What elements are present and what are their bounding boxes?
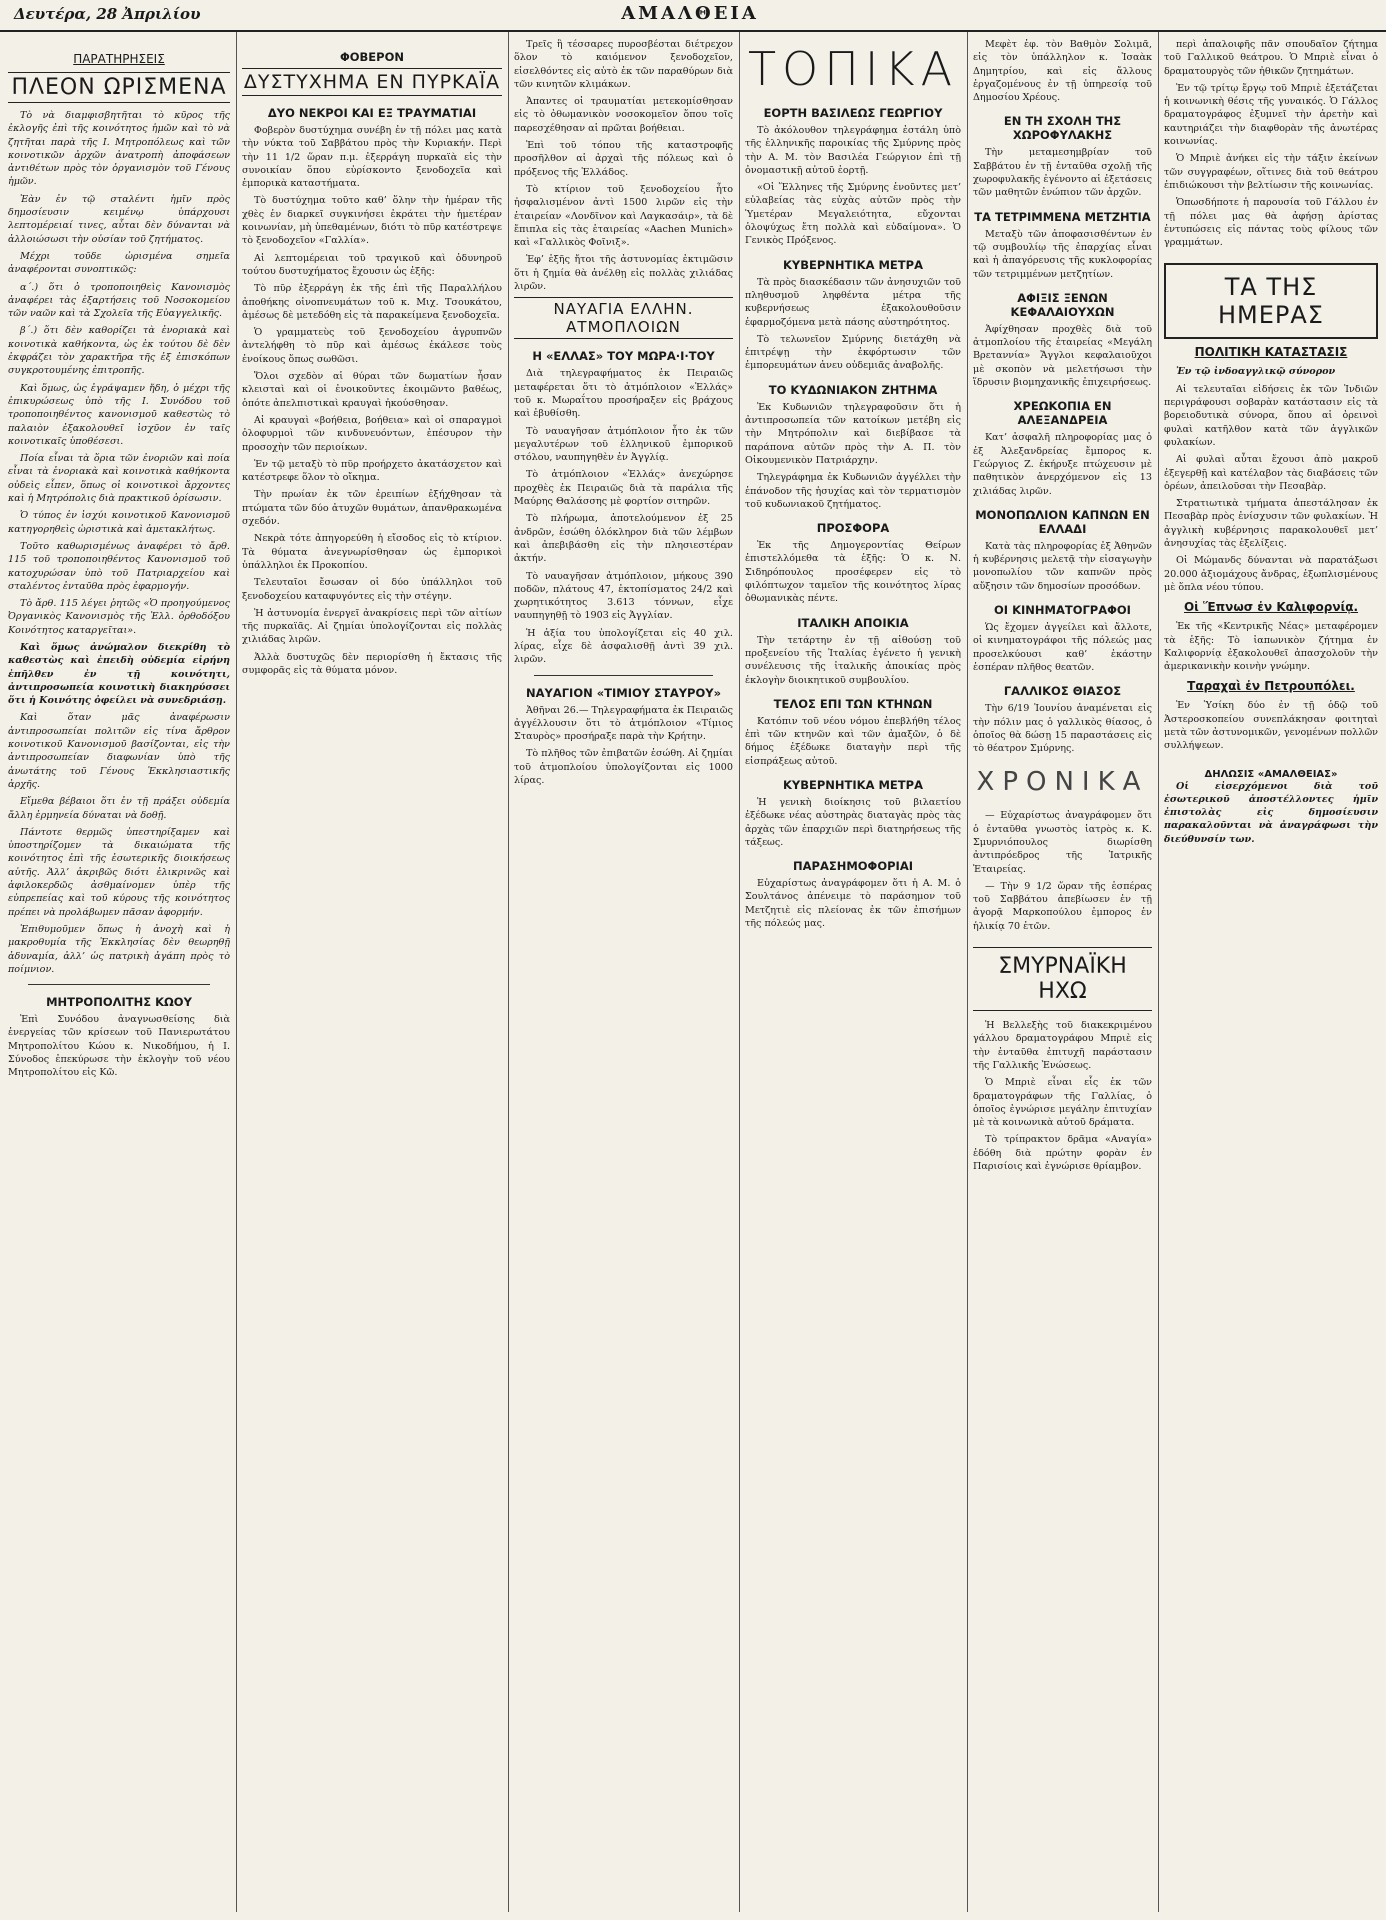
paragraph: — Εὐχαρίστως ἀναγράφομεν ὅτι ὁ ἐνταῦθα γνωστὸς ἰατρὸς κ. Κ. Σμυρνιόπουλος διωρίσθη ἀντιπρόεδρος τῆς Ἰατρικῆς Ἑταιρείας.: [973, 810, 1152, 875]
article-headline: ΠΟΛΙΤΙΚΗ ΚΑΤΑΣΤΑΣΙΣ: [1194, 345, 1348, 360]
article-headline: ΕΝ ΤΗ ΣΧΟΛΗ ΤΗΣ ΧΩΡΟΦΥΛΑΚΗΣ: [1003, 114, 1122, 143]
article-kicker: ΦΟΒΕΡΟΝ: [339, 50, 404, 64]
paragraph: Ἀπαντες οἱ τραυματίαι μετεκομίσθησαν εἰς τὸ ὀθωμανικὸν νοσοκομεῖον ὅπου τοῖς παρεσχέθησαν αἱ πρῶται βοήθειαι.: [514, 96, 733, 134]
paragraph: Ὡς ἔχομεν ἀγγείλει καὶ ἄλλοτε, οἱ κινηματογράφοι τῆς πόλεώς μας προσελκύουσι καθ’ ἑκάστην ἑσπέραν πλῆθος θεατῶν.: [973, 622, 1152, 673]
paragraph: Τὴν τετάρτην ἐν τῇ αἰθούσῃ τοῦ προξενείου τῆς Ἰταλίας ἐγένετο ἡ γενικὴ συνέλευσις τῆς ἰταλικῆς ἀποικίας πρὸς ἐκλογὴν διοικητικοῦ συμβουλίου.: [745, 634, 961, 686]
paragraph: Ἀθῆναι 26.— Τηλεγραφήματα ἐκ Πειραιῶς ἀγγέλλουσιν ὅτι τὸ ἀτμόπλοιον «Τίμιος Σταυρὸς» προσήραξε παρὰ τὴν Κρήτην.: [514, 704, 733, 743]
paragraph: Ἐν Ὑσίκη δύο ἐν τῇ ὁδῷ τοῦ Ἀστεροσκοπείου συνεπλάκησαν φοιτηταὶ μετὰ τῶν ἀστυνομικῶν, γενομένων πολλῶν συλλήψεων.: [1164, 700, 1378, 752]
column-rule: [1158, 32, 1159, 1912]
paragraph: Τὸ τρίπρακτον δρᾶμα «Αναγία» ἐδόθη διὰ πρώτην φορὰν ἐν Παρισίοις καὶ ἐγνώρισε θρίαμβον.: [973, 1134, 1152, 1173]
article-headline: ΤΟ ΚΥΔΩΝΙΑΚΟΝ ΖΗΤΗΜΑ: [768, 382, 938, 397]
paragraph: Φοβερὸν δυστύχημα συνέβη ἐν τῇ πόλει μας κατὰ τὴν νύκτα τοῦ Σαββάτου πρὸς τὴν Κυριακήν. Περὶ τὴν 11 1/2 ὥραν π.μ. ἐξερράγη πυρκαϊὰ εἰς τὴν συνοικίαν ὅπου εὑρίσκοντο ξενοδοχεῖα καὶ ἐμπορικὰ καταστήματα.: [242, 125, 502, 190]
paragraph: α΄.) ὅτι ὁ τροποποιηθεὶς Κανονισμὸς ἀναφέρει τὰς ἐξαρτήσεις τοῦ Νοσοκομείου τῶν ναῶν καὶ τὰ Σχολεῖα τῆς Εὐαγγελικῆς.: [8, 281, 230, 320]
paragraph: Ἐκ Κυδωνιῶν τηλεγραφοῦσιν ὅτι ἡ ἀντιπροσωπεία τῶν κατοίκων μετέβη εἰς τὴν Μητρόπολιν καὶ διεβίβασε τὰ παράπονα αὐτῶν πρὸς τὴν Α. Π. τὸν Οἰκουμενικὸν Πατριάρχην.: [745, 401, 961, 466]
paragraph: Ὁπωσδήποτε ἡ παρουσία τοῦ Γάλλου ἐν τῇ πόλει μας θὰ ἀφήσῃ ἀρίστας ἐντυπώσεις εἰς πάντας τοὺς φίλους τῶν γραμμάτων.: [1164, 197, 1378, 249]
paragraph: Τὴν μεταμεσημβρίαν τοῦ Σαββάτου ἐν τῇ ἐνταῦθα σχολῇ τῆς χωροφυλακῆς ἐγένοντο αἱ ἐξετάσεις τῶν μαθητῶν ἐνώπιον τῶν ἀρχῶν.: [973, 147, 1152, 199]
article-headline: ΟΙ ΚΙΝΗΜΑΤΟΓΡΑΦΟΙ: [994, 603, 1131, 618]
paragraph: Ἐν τῷ τρίτῳ ἔργῳ τοῦ Μπριὲ ἐξετάζεται ἡ κοινωνικὴ θέσις τῆς γυναικός. Ὁ Γάλλος δραματογράφος ἐξυμνεῖ τὴν ἀρετὴν καὶ καυτηριάζει τὴν διαφθορὰν τῆς ἀνωτέρας κοινωνίας.: [1164, 82, 1378, 148]
issue-date: Δευτέρα, 28 Ἀπριλίου: [14, 5, 201, 23]
paragraph: Τὰ πρὸς διασκέδασιν τῶν ἀνησυχιῶν τοῦ πληθυσμοῦ ληφθέντα μέτρα τῆς κυβερνήσεως ἐξακολουθοῦσιν ἐφαρμοζόμενα μετὰ πάσης αὐστηρότητος.: [745, 276, 961, 328]
article-headline: ΙΤΑΛΙΚΗ ΑΠΟΙΚΙΑ: [797, 615, 909, 630]
article-headline: ΠΑΡΑΣΗΜΟΦΟΡΙΑΙ: [793, 859, 913, 874]
paragraph: — Τὴν 9 1/2 ὥραν τῆς ἑσπέρας τοῦ Σαββάτου ἀπεβίωσεν ἐν τῇ ἀγορᾷ Μαρκοπούλου ἐμπορος ἐν ἡλικίᾳ 70 ἐτῶν.: [973, 880, 1152, 932]
column-observations: [8, 32, 230, 1912]
article-headline: ΤΑ ΤΕΤΡΙΜΜΕΝΑ ΜΕΤΖΗΤΙΑ: [974, 209, 1151, 224]
paragraph: Ἡ Βελλεξὴς τοῦ διακεκριμένου γάλλου δραματογράφου Μπριὲ εἰς τὴν ἐνταῦθα ἐπιτυχῆ παράστασιν τῆς Γαλλικῆς Ἐνώσεως.: [973, 1020, 1152, 1071]
section-title: ΧΡΟΝΙΚΑ: [976, 767, 1149, 798]
article-headline: Ταραχαὶ ἐν Πετρουπόλει.: [1187, 679, 1355, 694]
paragraph: Ἐπιθυμοῦμεν ὅπως ἡ ἀνοχὴ καὶ ἡ μακροθυμία τῆς Ἐκκλησίας δὲν θεωρηθῇ ἀδυναμία, ἀλλ’ ὡς πατρικὴ ἀγάπη πρὸς τὸ ποίμνιον.: [8, 923, 230, 975]
paragraph: Εὐχαρίστως ἀναγράφομεν ὅτι ἡ Α. Μ. ὁ Σουλτάνος ἀπένειμε τὸ παράσημον τοῦ Μετζητιὲ εἰς πλείονας ἐκ τῶν ἐπισήμων τῆς πόλεώς μας.: [745, 878, 961, 930]
paragraph: Νεκρὰ τότε ἀπηγορεύθη ἡ εἴσοδος εἰς τὸ κτίριον. Τὰ θύματα ἀνεγνωρίσθησαν ὡς ἐμπορικοὶ ὑπάλληλοι ἐκ Προκοπίου.: [242, 533, 502, 571]
masthead: [0, 0, 1386, 32]
column-rule: [236, 32, 237, 1912]
paragraph: Ἐν τῷ μεταξὺ τὸ πῦρ προήρχετο ἀκατάσχετον καὶ κατέστρεφε ὅλον τὸ οἴκημα.: [242, 458, 502, 484]
article-headline: ΚΥΒΕΡΝΗΤΙΚΑ ΜΕΤΡΑ: [783, 777, 923, 792]
article-headline: ΧΡΕΩΚΟΠΙΑ ΕΝ ΑΛΕΞΑΝΔΡΕΙΑ: [1013, 399, 1112, 428]
paragraph: Τὸ πλῆθος τῶν ἐπιβατῶν ἐσώθη. Αἱ ζημίαι τοῦ ἀτμοπλοίου ὑπολογίζονται εἰς 1000 λίρας.: [514, 748, 733, 787]
paragraph: β΄.) ὅτι δὲν καθορίζει τὰ ἐνοριακὰ καὶ κοινοτικὰ καθήκοντα, ὡς ἐκ τούτου δὲ δὲν ἐκφράζει τὸν χαρακτῆρα τῆς ἐξ ἐπισκόπων συγκροτουμένης ἐπιτροπῆς.: [8, 325, 230, 377]
paragraph: Τελευταῖοι ἔσωσαν οἱ δύο ὑπάλληλοι τοῦ ξενοδοχείου καταφυγόντες εἰς τὴν στέγην.: [242, 577, 502, 602]
paragraph: Τὸ νὰ διαμφισβητῆται τὸ κῦρος τῆς ἐκλογῆς ἐπὶ τῆς κοινότητος ἡμῶν καὶ τὸ νὰ ζητῆται παρὰ τῆς Ι. Μητροπόλεως καὶ τῶν κοινοτικῶν ἀρχῶν ἀνατροπὴ ἀποφάσεων ἀντιθέτων πρὸς τὸν ὀργανισμὸν τοῦ Γένους ἡμῶν.: [8, 110, 230, 188]
paragraph: Ὅλοι σχεδὸν αἱ θύραι τῶν δωματίων ἦσαν κλεισταὶ καὶ οἱ ἐνοικοῦντες ἐκοιμῶντο βαθέως, ὁπότε ἀπελπιστικαὶ κραυγαὶ ἠκούσθησαν.: [242, 371, 502, 409]
paragraph: Τὸ κτίριον τοῦ ξενοδοχείου ἦτο ἠσφαλισμένον ἀντὶ 1500 λιρῶν εἰς τὴν ἑταιρείαν «Λονδῖνον καὶ Λαγκασάιρ», τὰ δὲ ἔπιπλα εἰς τὰς ἑταιρείας «Aachen Munich» καὶ «Γαλλικὸς Φοῖνιξ».: [514, 183, 733, 249]
column-rule: [967, 32, 968, 1912]
article-headline: ΜΟΝΟΠΩΛΙΟΝ ΚΑΠΝΩΝ ΕΝ ΕΛΛΑΔΙ: [975, 507, 1150, 536]
article-headline: ΝΑΥΑΓΙΟΝ «ΤΙΜΙΟΥ ΣΤΑΥΡΟΥ»: [525, 685, 722, 700]
paragraph: Τὸ ἄρθ. 115 λέγει ῥητῶς «Ὁ προηγούμενος Ὀργανικὸς Κανονισμὸς τῆς Ἐλλ. ὀρθοδόξου Κοινότητος καταργεῖται».: [8, 598, 230, 636]
paragraph: Τὸ ναυαγῆσαν ἀτμόπλοιον ἦτο ἐκ τῶν μεγαλυτέρων τοῦ ἑλληνικοῦ ἐμπορικοῦ στόλου, ναυπηγηθὲν ἐν Ἀγγλίᾳ.: [514, 425, 733, 464]
column-local-news: [745, 32, 961, 1912]
paragraph: Τηλεγράφημα ἐκ Κυδωνιῶν ἀγγέλλει τὴν ἐπάνοδον τῆς ἡσυχίας καὶ τὸν τερματισμὸν τοῦ κυδωνιακοῦ ζητήματος.: [745, 472, 961, 510]
article-headline: ΑΦΙΞΙΣ ΞΕΝΩΝ ΚΕΦΑΛΑΙΟΥΧΩΝ: [1010, 290, 1115, 319]
article-headline: ΤΕΛΟΣ ΕΠΙ ΤΩΝ ΚΤΗΝΩΝ: [773, 696, 933, 711]
paragraph: Ὁ Μπριὲ ἀνήκει εἰς τὴν τάξιν ἐκείνων τῶν συγγραφέων, οἵτινες διὰ τοῦ θεάτρου ἐπιδιώκουσι τὴν βελτίωσιν τῆς κοινωνίας.: [1164, 153, 1378, 191]
paragraph: Μεφὲτ ἐφ. τὸν Βαθμὸν Σολιμᾶ, εἰς τὸν ὑπάλληλον κ. Ἰσαὰκ Δημητρίου, καὶ εἰς ἄλλους ἐργαζομένους ἐν τῇ ὑπηρεσίᾳ τοῦ Δημοσίου Χρέους.: [973, 39, 1152, 104]
paragraph: Ἡ ἀξία του ὑπολογίζεται εἰς 40 χιλ. λίρας, εἶχε δὲ ἀσφαλισθῇ ἀντὶ 39 χιλ. λιρῶν.: [514, 627, 733, 666]
column-fire-report: [242, 32, 502, 1912]
paragraph: Τὴν 6/19 Ἰουνίου ἀναμένεται εἰς τὴν πόλιν μας ὁ γαλλικὸς θίασος, ὁ ὁποῖος θὰ δώσῃ 15 παραστάσεις εἰς τὸ θέατρον Σμύρνης.: [973, 703, 1152, 755]
divider: [28, 984, 210, 985]
paragraph: Τὸ ἀκόλουθον τηλεγράφημα ἐστάλη ὑπὸ τῆς ἑλληνικῆς παροικίας τῆς Σμύρνης πρὸς τὴν Α. Μ. τὸν Βασιλέα Γεώργιον ἐπὶ τῇ ὀνομαστικῇ αὐτοῦ ἑορτῇ.: [745, 125, 961, 176]
paragraph: Κατ’ ἀσφαλῆ πληροφορίας μας ὁ ἐξ Ἀλεξανδρείας ἔμπορος κ. Γεώργιος Ζ. ἐκήρυξε πτώχευσιν μὲ παθητικὸν ἀνερχόμενον εἰς 13 χιλιάδας λιρῶν.: [973, 432, 1152, 497]
column-daily-affairs: [1164, 32, 1378, 1912]
paragraph: Καὶ ὅμως ἀνώμαλον διεκρίθη τὸ καθεστὼς καὶ ἐπειδὴ οὐδεμία εἰρήνη ἐπῆλθεν ἐν τῇ κοινότητι, ἀντιπροσωπεία κοινοτικὴ διακηρύσσει ὅτι ἡ Κοινότης ὀφείλει νὰ συνεδριάσῃ.: [8, 641, 230, 707]
paragraph: Αἱ φυλαὶ αὗται ἔχουσι ἀπὸ μακροῦ ἐξεγερθῇ καὶ κατέλαβον τὰς διαβάσεις τῶν ὀρέων, ἀπειλοῦσαι τὴν Πεσαβὰρ.: [1164, 454, 1378, 492]
article-headline: ΠΡΟΣΦΟΡΑ: [816, 521, 890, 536]
article-subheadline: Η «ΕΛΛΑΣ» ΤΟΥ ΜΩΡΑ·Ι·ΤΟΥ: [532, 349, 715, 364]
paragraph: Οἱ Μώμανδς δύνανται νὰ παρατάξωσι 20.000 ἀξιομάχους ἄνδρας, ἐξωπλισμένους μὲ ὅπλα νέου τύπου.: [1164, 555, 1378, 593]
article-headline: ΠΛΕΟΝ ΩΡΙΣΜΕΝΑ: [8, 72, 230, 103]
column-chronicle: [973, 32, 1152, 1912]
paragraph: Ἐφ’ ἑξῆς ἤτοι τῆς ἀστυνομίας ἐκτιμῶσιν ὅτι ἡ ζημία θὰ ἀνέλθῃ εἰς πολλὰς χιλιάδας λιρῶν.: [514, 254, 733, 293]
column-shipwrecks: [514, 32, 733, 1912]
paragraph: «Οἱ Ἕλληνες τῆς Σμύρνης ἑνοῦντες μετ’ εὐλαβείας τὰς εὐχὰς αὐτῶν πρὸς τὴν Ὑμετέραν Μεγαλειότητα, εὔχονται ὁλοψύχως ἔτη πολλὰ καὶ εὐδαίμονα». Ὁ Γενικὸς Πρόξενος.: [745, 182, 961, 247]
paragraph: Αἱ λεπτομέρειαι τοῦ τραγικοῦ καὶ ὀδυνηροῦ τούτου δυστυχήματος ἔχουσιν ὡς ἑξῆς:: [242, 252, 502, 277]
paragraph: Τὸ δυστύχημα τοῦτο καθ’ ὅλην τὴν ἡμέραν τῆς χθὲς ἐν διαρκεῖ συγκινήσει ἐκράτει τὴν ἡμετέραν κοινωνίαν, μὴ ὑπεθαμένων, διότι τὸ πῦρ κατέστρεψε τὸ ξενοδοχεῖον «Γαλλία».: [242, 195, 502, 247]
paragraph: Τὸ ναυαγῆσαν ἀτμόπλοιον, μήκους 390 ποδῶν, πλάτους 47, ἐκτοπίσματος 24/2 καὶ χωρητικότητος 3.613 τόννων, εἶχε ναυπηγηθῇ τὸ 1903 εἰς Ἀγγλίαν.: [514, 570, 733, 622]
divider: [534, 675, 713, 676]
article-headline: ΝΑΥΑΓΙΑ ΕΛΛΗΝ. ΑΤΜΟΠΛΟΙΩΝ: [514, 297, 733, 339]
paragraph: Ἐπὶ Συνόδου ἀναγνωσθείσης διὰ ἐνεργείας τῶν κρίσεων τοῦ Πανιερωτάτου Μητροπολίτου Κώου κ. Νικοδήμου, ἡ Ι. Σύνοδος ἐπεκύρωσε τὴν ἐκλογὴν τοῦ νέου Μητροπολίτου εἰς Κῶ.: [8, 1014, 230, 1079]
notice-heading: ΔΗΛΩΣΙΣ «ΑΜΑΛΘΕΙΑΣ»: [1204, 768, 1338, 780]
paragraph: Ἀλλὰ δυστυχῶς δὲν περιορίσθη ἡ ἔκτασις τῆς συμφορᾶς εἰς τὰ θύματα μόνον.: [242, 651, 502, 676]
paragraph: Πάντοτε θερμῶς ὑπεστηρίξαμεν καὶ ὑποστηρίζομεν τὰ δικαιώματα τῆς κοινότητος ἐπὶ τῆς ἐσωτερικῆς διοικήσεως αὐτῆς. Ἀλλ’ ἀκριβῶς διότι ἐλικρινῶς καὶ ἀφιλοκερδῶς ἀσθμαίνομεν ὑπὲρ τῆς εὐπρεπείας καὶ τοῦ κύρους τῆς κοινότητος πρέπει νὰ προλάβωμεν πᾶσαν ἀφορμήν.: [8, 826, 230, 918]
article-headline: ΚΥΒΕΡΝΗΤΙΚΑ ΜΕΤΡΑ: [783, 257, 923, 272]
paragraph: Ἐὰν ἐν τῷ σταλέντι ἡμῖν πρὸς δημοσίευσιν κειμένῳ ὑπάρχουσι λεπτομέρειαί τινες, αὗται δὲν δύνανται νὰ ἀλλοιώσωσι τὴν οὐσίαν τοῦ ζητήματος.: [8, 193, 230, 245]
paragraph: Ἡ γενικὴ διοίκησις τοῦ βιλαετίου ἐξέδωκε νέας αὐστηρὰς διαταγὰς πρὸς τὰς ἀρχὰς τῶν ἐπαρχιῶν περὶ διατηρήσεως τῆς τάξεως.: [745, 796, 961, 848]
paragraph: Ποία εἶναι τὰ ὅρια τῶν ἐνοριῶν καὶ ποία εἶναι τὰ ἐνοριακὰ καὶ κοινοτικὰ καθήκοντα οὐδεὶς εἶπεν, ὅπως οἱ κοινοτικοὶ ἄρχοντες καὶ ἡ Μητρόπολις διὰ πρακτικοῦ ὁρίσωσιν.: [8, 453, 230, 505]
section-label: ΠΑΡΑΤΗΡΗΣΕΙΣ: [73, 52, 165, 66]
paragraph: περὶ ἀπαλοιφῆς πᾶν σπουδαῖον ζήτημα τοῦ Γαλλικοῦ θεάτρου. Ὁ Μπριὲ εἶναι ὁ δραματουργὸς τῶν ἠθικῶν ζητημάτων.: [1164, 39, 1378, 77]
paragraph: Τοῦτο καθωρισμένως ἀναφέρει τὸ ἄρθ. 115 τοῦ τροποποιηθέντος Κανονισμοῦ τοῦ κατοχυρώσαν ὑπὸ τοῦ Πατριαρχείου καὶ σταλέντος ἐνταῦθα πρὸς ἐφαρμογήν.: [8, 540, 230, 592]
paragraph: Εἴμεθα βέβαιοι ὅτι ἐν τῇ πράξει οὐδεμία ἄλλη ἑρμηνεία δύναται νὰ δοθῇ.: [8, 796, 230, 821]
paragraph: Τρεῖς ἢ τέσσαρες πυροσβέσται διέτρεχον ὅλον τὸ καιόμενον ξενοδοχεῖον, εἰσελθόντες εἰς αὐτὸ ἐκ τῶν παραθύρων διὰ τῶν κινητῶν κλιμάκων.: [514, 39, 733, 90]
paragraph: Τὴν πρωίαν ἐκ τῶν ἐρειπίων ἐξήχθησαν τὰ πτώματα τῶν δύο ἀτυχῶν θυμάτων, ἀπανθρακωμένα σχεδόν.: [242, 489, 502, 528]
article-headline: ΜΗΤΡΟΠΟΛΙΤΗΣ ΚΩΟΥ: [46, 995, 192, 1010]
paragraph: Ἐπὶ τοῦ τόπου τῆς καταστροφῆς προσῆλθον αἱ ἀρχαὶ τῆς πόλεως καὶ ὁ πρόξενος τῆς Ἑλλάδος.: [514, 140, 733, 178]
paragraph: Ἐκ τῆς «Κεντρικῆς Νέας» μεταφέρομεν τὰ ἑξῆς: Τὸ ἰαπωνικὸν ζήτημα ἐν Καλιφορνίᾳ ἐξακολουθεῖ ἀπασχολοῦν τὴν ἀμερικανικὴν κοινὴν γνώμην.: [1164, 621, 1378, 673]
paragraph: Ἀφίχθησαν προχθὲς διὰ τοῦ ἀτμοπλοίου τῆς ἑταιρείας «Μεγάλη Βρεταννία» Ἄγγλοι κεφαλαιοῦχοι μὲ σκοπὸν νὰ μελετήσωσι τὴν ἵδρυσιν βιομηχανικῆς ἐπιχειρήσεως.: [973, 323, 1152, 389]
paragraph: Καὶ ὅταν μᾶς ἀναφέρωσιν ἀντιπροσωπείαι πολιτῶν εἰς τίνα ἄρθρον κοινοτικοῦ Κανονισμοῦ βασίζονται, εἰς τὴν ἀντιπροσωπείαν διαφωνίαν ὑπὸ τῆς ἀνωτάτης τοῦ Γένους Ἐκκλησιαστικῆς ἀρχῆς.: [8, 712, 230, 790]
paragraph: Κατόπιν τοῦ νέου νόμου ἐπεβλήθη τέλος ἐπὶ τῶν κτηνῶν καὶ τῶν ἀμαξῶν, ὁ δὲ δήμος ἐξέδωκε διαταγὴν περὶ τῆς εἰσπράξεως αὐτοῦ.: [745, 715, 961, 767]
paragraph: Τὸ τελωνεῖον Σμύρνης διετάχθη νὰ ἐπιτρέψῃ τὴν ἐκφόρτωσιν τῶν ἐμπορευμάτων ἀνευ οὐδεμιᾶς ἀναβολῆς.: [745, 333, 961, 372]
article-headline: ΕΟΡΤΗ ΒΑΣΙΛΕΩΣ ΓΕΩΡΓΙΟΥ: [763, 106, 943, 120]
newspaper-name: ΑΜΑΛΘΕΙΑ: [621, 3, 759, 24]
paragraph: Ὁ γραμματεὺς τοῦ ξενοδοχείου ἀγρυπνῶν ἀντελήφθη τὸ πῦρ καὶ ἀμέσως ἐκάλεσε τοὺς ἐνοίκους ὅπως σωθῶσι.: [242, 327, 502, 365]
paragraph: Ὁ τύπος ἐν ἰσχύι κοινοτικοῦ Κανονισμοῦ κατηγορηθεὶς ὡριστικὰ καὶ ἀμετακλήτως.: [8, 510, 230, 535]
paragraph: Καὶ ὅμως, ὡς ἐγράψαμεν ἤδη, ὁ μέχρι τῆς ἐπικυρώσεως ὑπὸ τῆς Ι. Συνόδου τοῦ τροποποιηθέντος κανονισμοῦ καθεστὼς τὸ παλαιὸν ἐξακολουθεῖ ἰσχῦον ἐν ταῖς κοινοτικαῖς ὑποθέσεσι.: [8, 382, 230, 447]
article-headline: ΔΥΣΤΥΧΗΜΑ ΕΝ ΠΥΡΚΑΪΑ: [242, 68, 502, 96]
paragraph: Στρατιωτικὰ τμήματα ἀπεστάλησαν ἐκ Πεσαβὰρ πρὸς ἐνίσχυσιν τῶν φυλακίων. Ἡ ἀγγλικὴ κυβέρνησις παρακολουθεῖ μετ’ ἀνησυχίας τὰς ἐξελίξεις.: [1164, 498, 1378, 550]
paragraph: Τὸ πῦρ ἐξερράγη ἐκ τῆς ἐπὶ τῆς Παραλλήλου ἀποθήκης οἰνοπνευμάτων τοῦ κ. Μιχ. Τσουκάτου, ἀμέσως δὲ μετεδόθη εἰς τὰ παρακείμενα ξενοδοχεῖα.: [242, 283, 502, 321]
article-subheadline: ΔΥΟ ΝΕΚΡΟΙ ΚΑΙ ΕΞ ΤΡΑΥΜΑΤΙΑΙ: [267, 106, 477, 120]
paragraph: Μέχρι τοῦδε ὡρισμένα σημεῖα ἀναφέρονται συνοπτικῶς:: [8, 250, 230, 276]
paragraph: Ὁ Μπριὲ εἶναι εἷς ἐκ τῶν δραματογράφων τῆς Γαλλίας, ὁ ὁποῖος ἐγνώρισε μεγάλην ἐπιτυχίαν μὲ τὰ κοινωνικὰ αὐτοῦ δράματα.: [973, 1077, 1152, 1129]
paragraph: Αἱ τελευταῖαι εἰδήσεις ἐκ τῶν Ἰνδιῶν περιγράφουσι σοβαρὰν κατάστασιν εἰς τὰ βορειοδυτικὰ σύνορα, ὅπου αἱ ὀρεινοὶ φυλαὶ κατῆλθον κατὰ τῶν ἀγγλικῶν φυλακίων.: [1164, 383, 1378, 448]
section-title: ΤΑ ΤΗΣ ΗΜΕΡΑΣ: [1164, 263, 1378, 339]
paragraph: Μεταξὺ τῶν ἀποφασισθέντων ἐν τῷ συμβουλίῳ τῆς ἐπαρχίας εἶναι καὶ ἡ ἀπαγόρευσις τῆς κυκλοφορίας τῶν τετριμμένων μετζητίων.: [973, 228, 1152, 280]
paragraph: Ἡ ἀστυνομία ἐνεργεῖ ἀνακρίσεις περὶ τῶν αἰτίων τῆς πυρκαϊᾶς. Αἱ ζημίαι ὑπολογίζονται εἰς πολλὰς χιλιάδας λιρῶν.: [242, 607, 502, 646]
section-title: ΤΟΠΙΚΑ: [747, 42, 959, 96]
paragraph: Διὰ τηλεγραφήματος ἐκ Πειραιῶς μεταφέρεται ὅτι τὸ ἀτμόπλοιον «Ἑλλάς» τοῦ κ. Μωραΐτου προσήραξεν εἰς βράχους καὶ ἐβυθίσθη.: [514, 368, 733, 420]
article-headline: ΓΑΛΛΙΚΟΣ ΘΙΑΣΟΣ: [1003, 684, 1122, 699]
paragraph: Ἐκ τῆς Δημογεροντίας Θείρων ἐπιστελλόμεθα τὰ ἑξῆς: Ὁ κ. Ν. Σιδηρόπουλος προσέφερεν εἰς τὸ φιλόπτωχον ταμεῖον τῆς κοινότητος λίρας ὀθωμανικὰς πέντε.: [745, 540, 961, 605]
notice-text: Οἱ εἰσερχόμενοι διὰ τοῦ ἐσωτερικοῦ ἀποστέλλοντες ἡμῖν ἐπιστολὰς εἰς δημοσίευσιν παρακαλοῦνται νὰ ἀναγράφωσι τὴν διεύθυνσίν των.: [1164, 780, 1378, 845]
paragraph: Ἐν τῷ ἰνδοαγγλικῷ σύνορον: [1176, 366, 1336, 378]
paragraph: Αἱ κραυγαὶ «βοήθεια, βοήθεια» καὶ οἱ σπαραγμοὶ ὀλοφυρμοὶ τῶν κινδυνευόντων, ἐπέσυρον τὴν προσοχὴν τῶν περιοίκων.: [242, 414, 502, 453]
column-rule: [508, 32, 509, 1912]
paragraph: Κατὰ τὰς πληροφορίας ἐξ Ἀθηνῶν ἡ κυβέρνησις μελετᾷ τὴν εἰσαγωγὴν μονοπωλίου τῶν καπνῶν πρὸς αὔξησιν τῶν δημοσίων προσόδων.: [973, 540, 1152, 592]
column-rule: [739, 32, 740, 1912]
paragraph: Τὸ ἀτμόπλοιον «Ἑλλάς» ἀνεχώρησε προχθὲς ἐκ Πειραιῶς διὰ τὰ παράλια τῆς Μαύρης Θαλάσσης μὲ φορτίον σιτηρῶν.: [514, 469, 733, 508]
paragraph: Τὸ πλήρωμα, ἀποτελούμενον ἐξ 25 ἀνδρῶν, ἐσώθη ὁλόκληρον διὰ τῶν λέμβων καὶ ἀπεβιβάσθη εἰς τὴν πλησιεστέραν ἀκτήν.: [514, 513, 733, 565]
article-headline: Οἱ Ἕπνωσ ἐν Καλιφορνίᾳ.: [1183, 600, 1359, 615]
section-title: ΣΜΥΡΝΑΪΚΗ ΗΧΩ: [973, 947, 1152, 1011]
